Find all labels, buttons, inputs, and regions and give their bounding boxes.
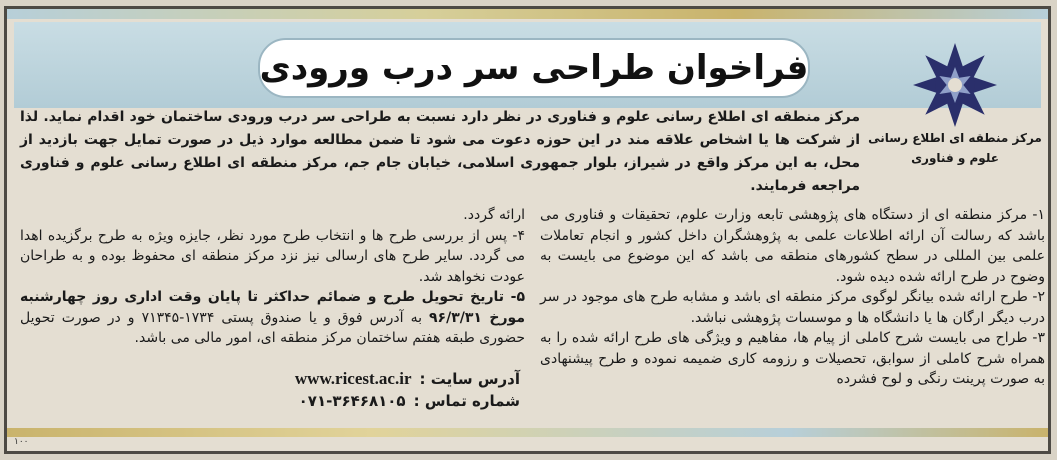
- website-label: آدرس سایت :: [419, 370, 520, 388]
- website-link[interactable]: www.ricest.ac.ir: [294, 369, 412, 388]
- website-row: [250, 368, 520, 390]
- phone-row: [250, 390, 520, 412]
- item-3-continued: ارائه گردد.: [463, 207, 525, 223]
- contact-block: [250, 368, 520, 412]
- decorative-stripe-bottom: [7, 428, 1048, 437]
- logo-caption: [862, 128, 1048, 168]
- intro-paragraph: مرکز منطقه ای اطلاع رسانی علوم و فناوری در نظر دارد نسبت به طراحی سر درب ورودی ساختمان خود اقدام نماید. لذا از شرکت ها یا اشخاص علاقه مند در این حوزه دعوت می شود تا ضمن مطالعه موارد ذیل در صورت تمایل جهت بازدید از محل، به این مرکز واقع در شیراز، بلوار جمهوری اسلامی، خیابان جام جم، مرکز منطقه ای اطلاع رسانی علوم و فناوری مراجعه فرمایند.: [20, 109, 860, 194]
- item-5-deadline: ۵- تاریخ تحویل طرح و ضمائم حداکثر تا پایان وقت اداری روز چهارشنبه مورخ ۹۶/۳/۳۱: [20, 289, 525, 326]
- item-2: ۲- طرح ارائه شده بیانگر لوگوی مرکز منطقه ای باشد و مشابه طرح های موجود در سر درب دیگر ارگان ها یا دانشگاه ها و موسسات پژوهشی نباشد.: [540, 289, 1045, 326]
- item-5-details: به آدرس فوق و یا صندوق پستی ۱۷۳۴-۷۱۳۴۵ و در صورت تحویل حضوری طبقه هفتم ساختمان مرکز منطقه ای، امور مالی می باشد.: [20, 309, 525, 346]
- item-4: ۴- پس از بررسی طرح ها و انتخاب طرح مورد نظر، جایزه ویژه به طرح برگزیده اهدا می گردد. سایر طرح های ارسالی نیز نزد مرکز منطقه ای محفوظ بوده و به طراحان عودت نخواهد شد.: [20, 227, 525, 285]
- title-box: [258, 38, 810, 98]
- ad-title: فراخوان طراحی سر درب ورودی: [259, 48, 809, 88]
- page-number: ۱۰۰: [14, 437, 29, 447]
- phone-number: ۰۷۱-۳۶۴۶۸۱۰۵: [298, 392, 406, 410]
- item-1: ۱- مرکز منطقه ای از دستگاه های پژوهشی تابعه وزارت علوم، تحقیقات و فناوری می باشد که رسالت آن ارائه اطلاعات علمی به پژوهشگران داخل کشور و انجام تعاملات علمی بین المللی در سطح کشورهای منطقه می باشد که این موضوع می بایست به وضوح در طرح ارائه شده دیده شود.: [540, 207, 1045, 285]
- logo-caption-line1: مرکز منطقه ای اطلاع رسانی: [868, 131, 1042, 145]
- item-5: [20, 287, 525, 349]
- decorative-stripe-top: [7, 9, 1048, 19]
- item-3: ۳- طراح می بایست شرح کاملی از پیام ها، مفاهیم و ویژگی های طرح ارائه شده را به همراه شرح کاملی از سوابق، تحصیلات و رزومه کاری ضمیمه نموده و طرح پیشنهادی به صورت پرینت رنگی و لوح فشرده: [540, 330, 1045, 387]
- logo-caption-line2: علوم و فناوری: [911, 151, 999, 165]
- phone-label: شماره تماس :: [413, 392, 520, 410]
- items-column-left: [20, 205, 525, 349]
- items-column-right: [540, 205, 1045, 390]
